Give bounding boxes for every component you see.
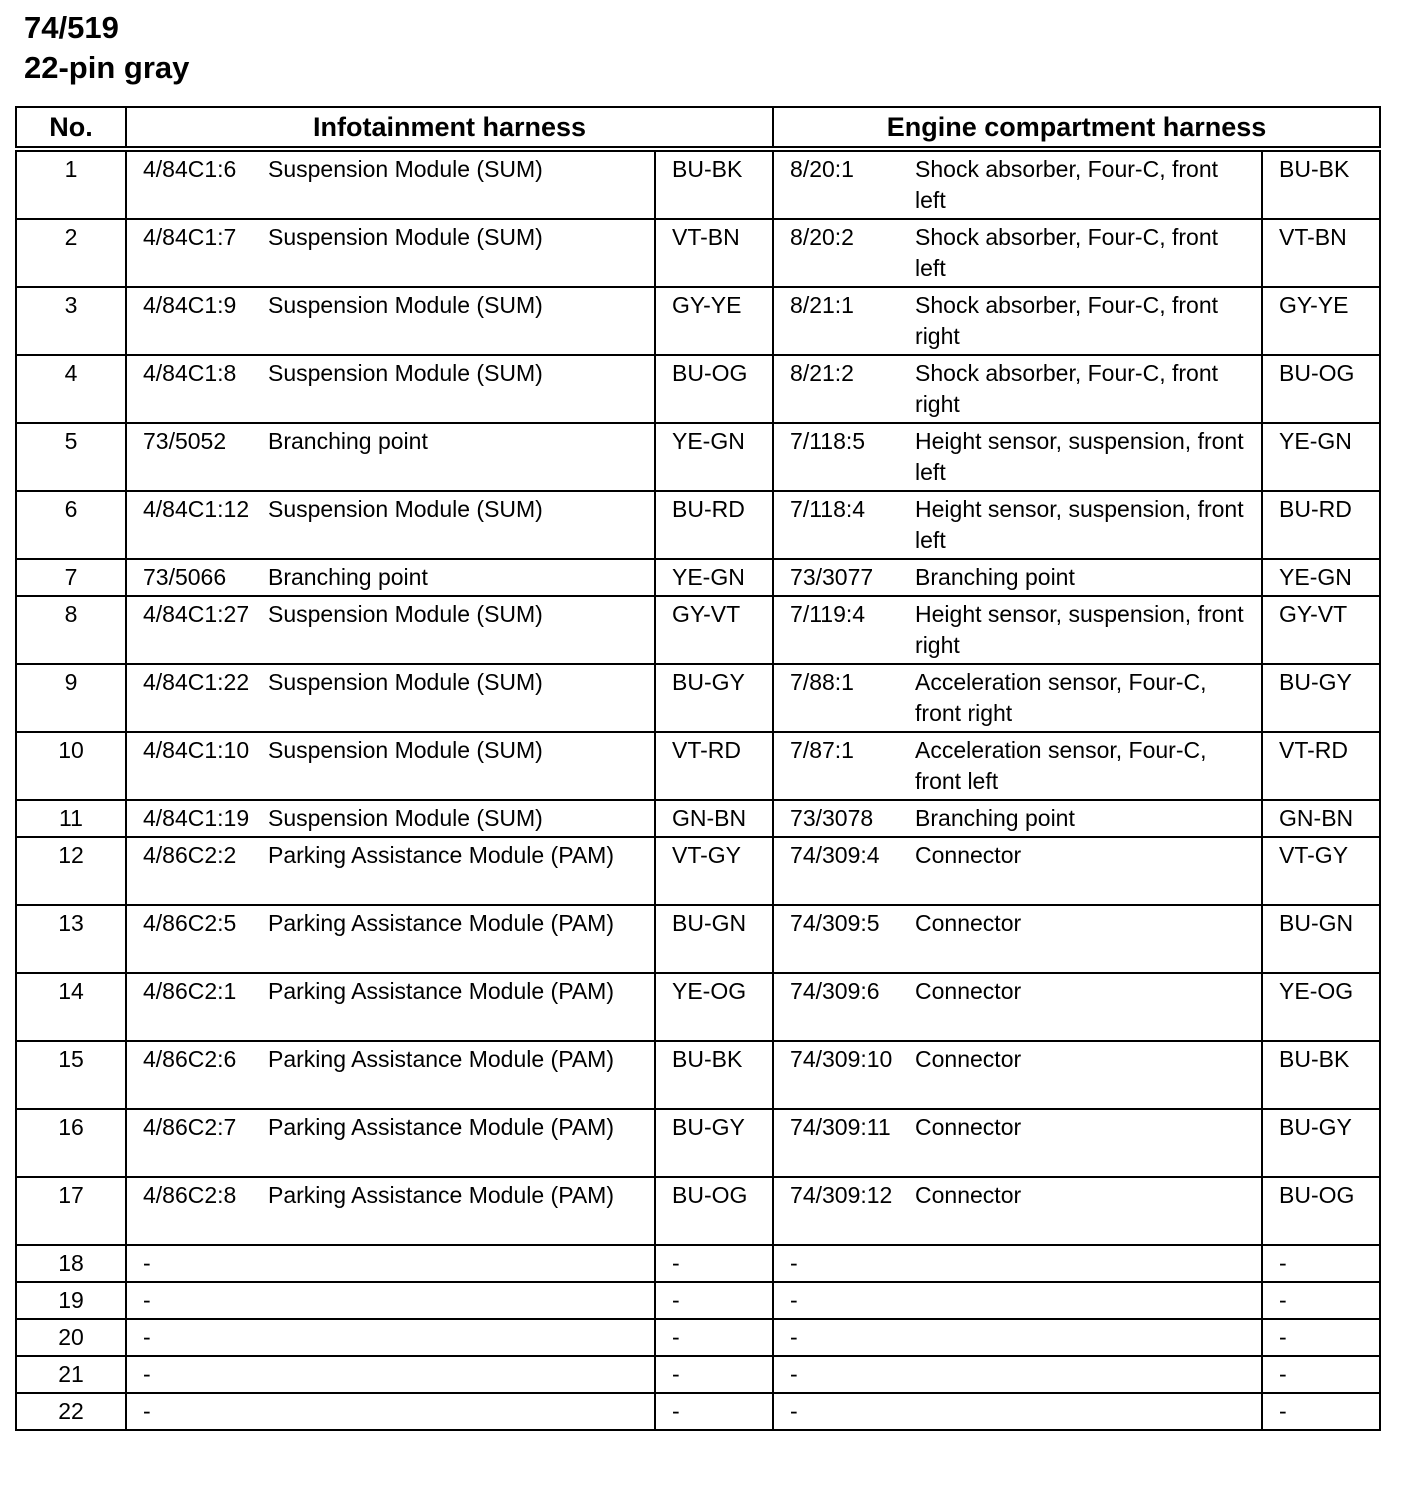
table-row [16, 800, 1380, 837]
infotainment-wire-color: - [655, 1393, 773, 1430]
engine-ref: 7/87:1 [773, 732, 915, 800]
pin-table [15, 106, 1381, 1431]
infotainment-description: Suspension Module (SUM) [268, 287, 655, 355]
infotainment-ref: - [126, 1245, 268, 1282]
infotainment-description: Branching point [268, 559, 655, 596]
engine-ref: 7/118:4 [773, 491, 915, 559]
infotainment-wire-color: YE-GN [655, 423, 773, 491]
engine-description: Branching point [915, 559, 1262, 596]
table-row [16, 1041, 1380, 1109]
pin-number: 3 [16, 287, 126, 355]
pin-number: 10 [16, 732, 126, 800]
table-row [16, 596, 1380, 664]
infotainment-ref: 4/86C2:8 [126, 1177, 268, 1245]
engine-wire-color: YE-GN [1262, 559, 1380, 596]
header-no: No. [16, 107, 126, 149]
engine-wire-color: BU-RD [1262, 491, 1380, 559]
infotainment-description [268, 1393, 655, 1430]
infotainment-ref: 4/84C1:22 [126, 664, 268, 732]
engine-ref: 74/309:4 [773, 837, 915, 905]
pin-number: 9 [16, 664, 126, 732]
infotainment-ref: 4/84C1:12 [126, 491, 268, 559]
engine-wire-color: VT-BN [1262, 219, 1380, 287]
infotainment-ref: 4/84C1:10 [126, 732, 268, 800]
engine-wire-color: - [1262, 1356, 1380, 1393]
infotainment-wire-color: VT-RD [655, 732, 773, 800]
connector-id: 74/519 [24, 10, 119, 45]
infotainment-description: Suspension Module (SUM) [268, 664, 655, 732]
engine-wire-color: - [1262, 1245, 1380, 1282]
infotainment-description: Parking Assistance Module (PAM) [268, 973, 655, 1041]
infotainment-wire-color: BU-OG [655, 1177, 773, 1245]
pin-number: 18 [16, 1245, 126, 1282]
engine-ref: - [773, 1282, 915, 1319]
engine-description: Height sensor, suspension, front left [915, 423, 1262, 491]
infotainment-wire-color: BU-BK [655, 149, 773, 219]
infotainment-description [268, 1319, 655, 1356]
engine-wire-color: VT-RD [1262, 732, 1380, 800]
engine-wire-color: BU-OG [1262, 355, 1380, 423]
engine-ref: 7/118:5 [773, 423, 915, 491]
infotainment-description: Suspension Module (SUM) [268, 491, 655, 559]
engine-wire-color: BU-GN [1262, 905, 1380, 973]
table-row [16, 1245, 1380, 1282]
table-row [16, 1393, 1380, 1430]
table-row [16, 423, 1380, 491]
infotainment-wire-color: BU-OG [655, 355, 773, 423]
engine-wire-color: GY-VT [1262, 596, 1380, 664]
pin-number: 1 [16, 149, 126, 219]
infotainment-description: Branching point [268, 423, 655, 491]
pin-number: 7 [16, 559, 126, 596]
header-infotainment: Infotainment harness [126, 107, 773, 149]
infotainment-ref: - [126, 1319, 268, 1356]
engine-description: Connector [915, 1041, 1262, 1109]
pin-number: 15 [16, 1041, 126, 1109]
engine-wire-color: GY-YE [1262, 287, 1380, 355]
infotainment-ref: 4/86C2:1 [126, 973, 268, 1041]
engine-description [915, 1356, 1262, 1393]
header-row [16, 107, 1380, 149]
pin-number: 8 [16, 596, 126, 664]
pin-number: 14 [16, 973, 126, 1041]
infotainment-wire-color: YE-GN [655, 559, 773, 596]
infotainment-ref: - [126, 1282, 268, 1319]
infotainment-description: Suspension Module (SUM) [268, 732, 655, 800]
infotainment-description: Suspension Module (SUM) [268, 596, 655, 664]
engine-ref: 8/21:1 [773, 287, 915, 355]
infotainment-description: Parking Assistance Module (PAM) [268, 1041, 655, 1109]
table-body [16, 149, 1380, 1430]
engine-ref: 74/309:5 [773, 905, 915, 973]
engine-description: Branching point [915, 800, 1262, 837]
pin-number: 17 [16, 1177, 126, 1245]
engine-description: Height sensor, suspension, front right [915, 596, 1262, 664]
infotainment-description: Suspension Module (SUM) [268, 355, 655, 423]
engine-wire-color: BU-OG [1262, 1177, 1380, 1245]
engine-wire-color: VT-GY [1262, 837, 1380, 905]
infotainment-wire-color: - [655, 1356, 773, 1393]
engine-description: Connector [915, 905, 1262, 973]
table-row [16, 973, 1380, 1041]
pin-number: 4 [16, 355, 126, 423]
engine-wire-color: BU-GY [1262, 664, 1380, 732]
infotainment-wire-color: BU-BK [655, 1041, 773, 1109]
engine-description: Shock absorber, Four-C, front right [915, 355, 1262, 423]
pin-number: 12 [16, 837, 126, 905]
pin-number: 19 [16, 1282, 126, 1319]
infotainment-ref: 73/5066 [126, 559, 268, 596]
engine-ref: 7/88:1 [773, 664, 915, 732]
engine-description: Shock absorber, Four-C, front right [915, 287, 1262, 355]
engine-ref: 74/309:10 [773, 1041, 915, 1109]
engine-wire-color: GN-BN [1262, 800, 1380, 837]
connector-heading [24, 8, 189, 88]
infotainment-wire-color: BU-GN [655, 905, 773, 973]
engine-description [915, 1282, 1262, 1319]
engine-wire-color: - [1262, 1319, 1380, 1356]
infotainment-description: Parking Assistance Module (PAM) [268, 837, 655, 905]
infotainment-description: Parking Assistance Module (PAM) [268, 1177, 655, 1245]
engine-description: Connector [915, 1109, 1262, 1177]
engine-ref: 74/309:11 [773, 1109, 915, 1177]
infotainment-wire-color: - [655, 1282, 773, 1319]
table-row [16, 1356, 1380, 1393]
pin-number: 20 [16, 1319, 126, 1356]
table-row [16, 149, 1380, 219]
table-row [16, 905, 1380, 973]
table-row [16, 1319, 1380, 1356]
engine-wire-color: BU-GY [1262, 1109, 1380, 1177]
header-engine: Engine compartment harness [773, 107, 1380, 149]
engine-wire-color: BU-BK [1262, 1041, 1380, 1109]
infotainment-wire-color: BU-GY [655, 1109, 773, 1177]
table-row [16, 664, 1380, 732]
engine-description [915, 1393, 1262, 1430]
pin-number: 5 [16, 423, 126, 491]
table-row [16, 491, 1380, 559]
table-row [16, 355, 1380, 423]
table-row [16, 559, 1380, 596]
infotainment-description: Suspension Module (SUM) [268, 149, 655, 219]
infotainment-ref: 4/84C1:7 [126, 219, 268, 287]
engine-ref: 74/309:6 [773, 973, 915, 1041]
infotainment-description: Suspension Module (SUM) [268, 800, 655, 837]
infotainment-description [268, 1245, 655, 1282]
infotainment-ref: 4/86C2:6 [126, 1041, 268, 1109]
engine-description: Connector [915, 973, 1262, 1041]
engine-ref: 8/20:1 [773, 149, 915, 219]
infotainment-wire-color: GY-YE [655, 287, 773, 355]
pin-number: 11 [16, 800, 126, 837]
engine-description [915, 1319, 1262, 1356]
engine-ref: 7/119:4 [773, 596, 915, 664]
table-row [16, 1109, 1380, 1177]
engine-ref: 73/3077 [773, 559, 915, 596]
engine-ref: 8/21:2 [773, 355, 915, 423]
infotainment-wire-color: - [655, 1245, 773, 1282]
infotainment-description [268, 1282, 655, 1319]
infotainment-ref: 73/5052 [126, 423, 268, 491]
engine-description [915, 1245, 1262, 1282]
connector-description: 22-pin gray [24, 50, 190, 85]
engine-ref: - [773, 1319, 915, 1356]
engine-ref: 74/309:12 [773, 1177, 915, 1245]
engine-description: Shock absorber, Four-C, front left [915, 149, 1262, 219]
infotainment-description: Suspension Module (SUM) [268, 219, 655, 287]
infotainment-ref: 4/84C1:19 [126, 800, 268, 837]
engine-ref: - [773, 1245, 915, 1282]
infotainment-wire-color: VT-GY [655, 837, 773, 905]
engine-ref: 73/3078 [773, 800, 915, 837]
table-row [16, 219, 1380, 287]
engine-description: Height sensor, suspension, front left [915, 491, 1262, 559]
infotainment-ref: 4/86C2:5 [126, 905, 268, 973]
engine-ref: 8/20:2 [773, 219, 915, 287]
infotainment-wire-color: GN-BN [655, 800, 773, 837]
table-row [16, 732, 1380, 800]
table-row [16, 287, 1380, 355]
infotainment-wire-color: BU-RD [655, 491, 773, 559]
infotainment-wire-color: - [655, 1319, 773, 1356]
infotainment-ref: 4/84C1:6 [126, 149, 268, 219]
infotainment-description [268, 1356, 655, 1393]
table-row [16, 837, 1380, 905]
engine-ref: - [773, 1356, 915, 1393]
infotainment-ref: - [126, 1356, 268, 1393]
engine-description: Connector [915, 837, 1262, 905]
engine-description: Shock absorber, Four-C, front left [915, 219, 1262, 287]
engine-description: Acceleration sensor, Four-C, front right [915, 664, 1262, 732]
infotainment-ref: 4/84C1:27 [126, 596, 268, 664]
engine-wire-color: BU-BK [1262, 149, 1380, 219]
infotainment-ref: 4/84C1:9 [126, 287, 268, 355]
pin-number: 22 [16, 1393, 126, 1430]
engine-wire-color: YE-OG [1262, 973, 1380, 1041]
table-row [16, 1177, 1380, 1245]
infotainment-ref: 4/86C2:7 [126, 1109, 268, 1177]
engine-wire-color: - [1262, 1282, 1380, 1319]
infotainment-description: Parking Assistance Module (PAM) [268, 905, 655, 973]
infotainment-wire-color: BU-GY [655, 664, 773, 732]
pin-number: 21 [16, 1356, 126, 1393]
engine-wire-color: - [1262, 1393, 1380, 1430]
infotainment-wire-color: YE-OG [655, 973, 773, 1041]
infotainment-wire-color: VT-BN [655, 219, 773, 287]
infotainment-ref: 4/86C2:2 [126, 837, 268, 905]
infotainment-ref: 4/84C1:8 [126, 355, 268, 423]
engine-description: Acceleration sensor, Four-C, front left [915, 732, 1262, 800]
pin-number: 2 [16, 219, 126, 287]
engine-wire-color: YE-GN [1262, 423, 1380, 491]
table-row [16, 1282, 1380, 1319]
infotainment-ref: - [126, 1393, 268, 1430]
infotainment-description: Parking Assistance Module (PAM) [268, 1109, 655, 1177]
pin-number: 13 [16, 905, 126, 973]
pin-number: 6 [16, 491, 126, 559]
engine-description: Connector [915, 1177, 1262, 1245]
pin-number: 16 [16, 1109, 126, 1177]
infotainment-wire-color: GY-VT [655, 596, 773, 664]
engine-ref: - [773, 1393, 915, 1430]
